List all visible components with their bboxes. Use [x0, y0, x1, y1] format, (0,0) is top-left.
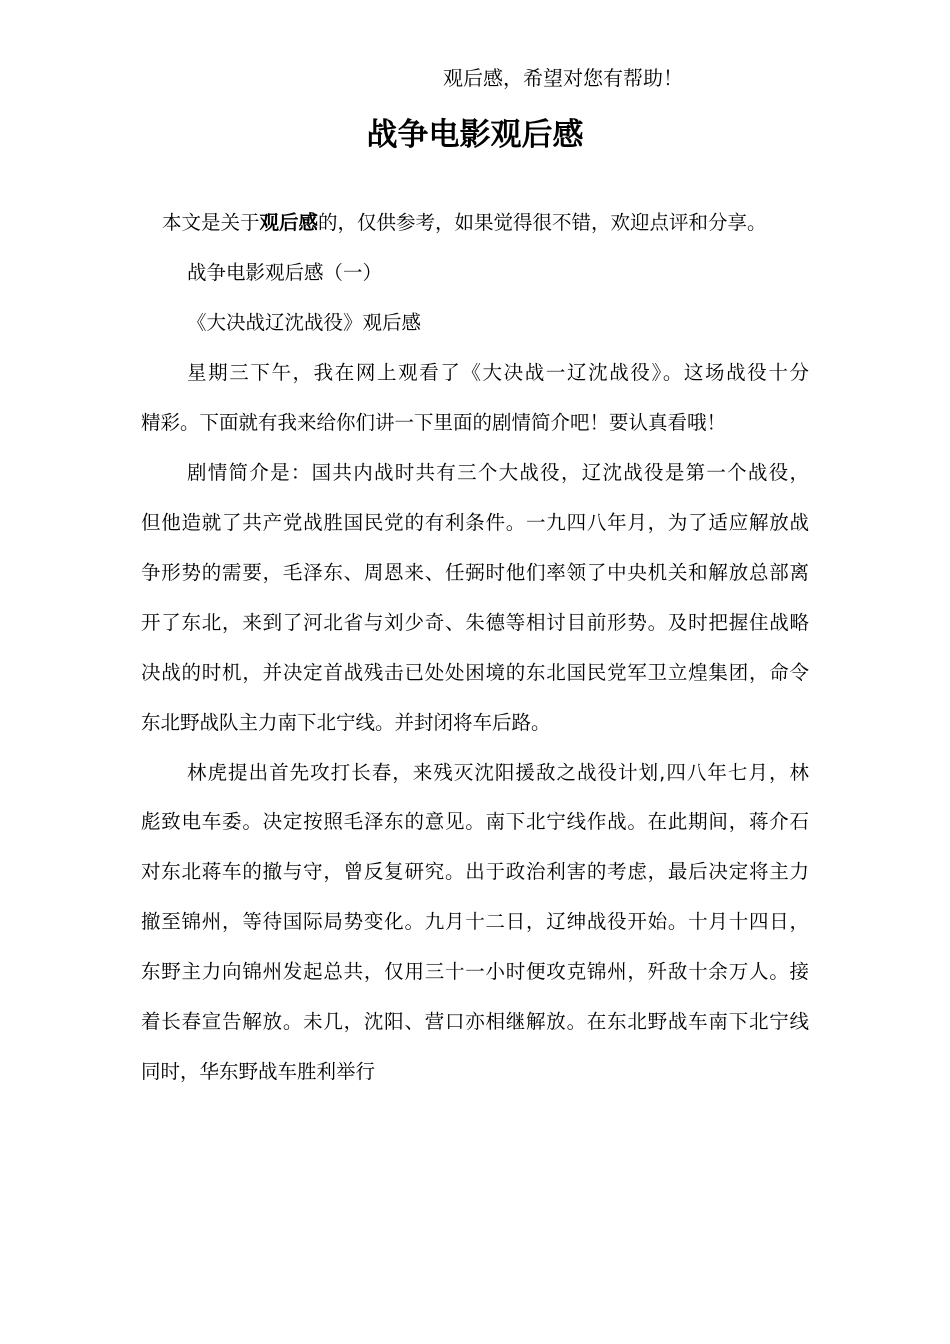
- paragraph-3-line-2: 彪致电车委。决定按照毛泽东的意见。南下北宁线作战。在此期间，蒋介石: [141, 810, 809, 833]
- intro-line: [162, 209, 767, 237]
- paragraph-2-line-2: 但他造就了共产党战胜国民党的有利条件。一九四八年月，为了适应解放战: [141, 511, 809, 534]
- paragraph-2-line-5: 决战的时机，并决定首战残击已处处困境的东北国民党军卫立煌集团，命令: [141, 661, 809, 684]
- paragraph-3-line-7: 同时，华东野战车胜利举行: [141, 1060, 376, 1083]
- paragraph-3-line-6: 着长春宣告解放。未几，沈阳、营口亦相继解放。在东北野战车南下北宁线: [141, 1010, 809, 1033]
- paragraph-3-line-5: 东野主力向锦州发起总共，仅用三十一小时便攻克锦州，歼敌十余万人。接: [141, 960, 809, 983]
- intro-text-bold: 观后感: [259, 211, 319, 234]
- sub-heading: 《大决战辽沈战役》观后感: [187, 311, 422, 334]
- paragraph-3-line-3: 对东北蒋车的撤与守，曾反复研究。出于政治利害的考虑，最后决定将主力: [141, 860, 809, 883]
- paragraph-3-line-4: 撤至锦州，等待国际局势变化。九月十二日，辽绅战役开始。十月十四日，: [141, 910, 809, 933]
- paragraph-2-line-1: 剧情简介是：国共内战时共有三个大战役，辽沈战役是第一个战役，: [187, 461, 809, 484]
- paragraph-2-line-3: 争形势的需要，毛泽东、周恩来、任弼时他们率领了中央机关和解放总部离: [141, 561, 809, 584]
- intro-text-after: 的，仅供参考，如果觉得很不错，欢迎点评和分享。: [318, 211, 767, 234]
- section-heading: 战争电影观后感（一）: [187, 261, 383, 284]
- paragraph-3-line-1: 林虎提出首先攻打长春，来残灭沈阳援敌之战役计划,四八年七月，林: [187, 761, 809, 784]
- intro-text-before: 本文是关于: [162, 211, 260, 234]
- document-title: 战争电影观后感: [366, 117, 584, 153]
- paragraph-1-line-1: 星期三下午，我在网上观看了《大决战一辽沈战役》。这场战役十分: [187, 361, 809, 384]
- paragraph-2-line-6: 东北野战队主力南下北宁线。并封闭将车后路。: [141, 711, 551, 734]
- header-note: 观后感，希望对您有帮助！: [443, 66, 683, 90]
- paragraph-1-line-2: 精彩。下面就有我来给你们讲一下里面的剧情简介吧！要认真看哦！: [141, 411, 727, 434]
- paragraph-2-line-4: 开了东北，来到了河北省与刘少奇、朱德等相讨目前形势。及时把握住战略: [141, 611, 809, 634]
